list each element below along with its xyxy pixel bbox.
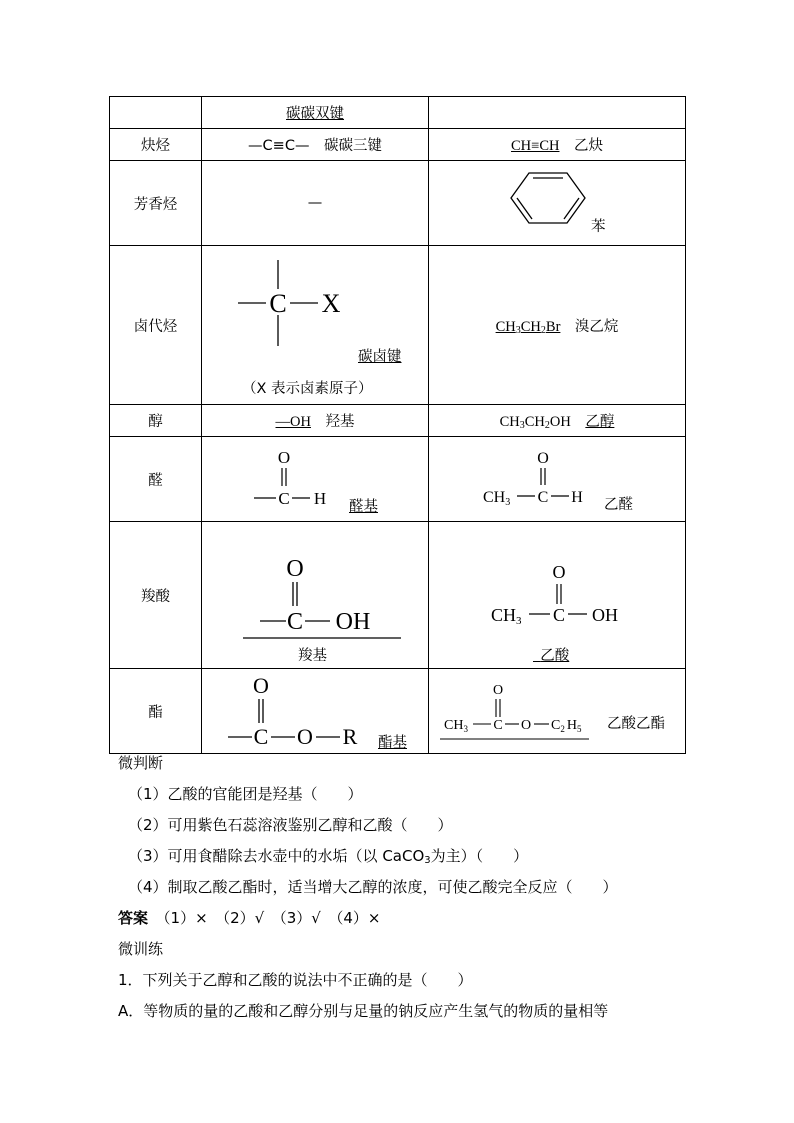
category-aldehyde: 醛 [110, 437, 202, 522]
ethyl-acetate-name: 乙酸乙酯 [607, 716, 665, 732]
carboxyl-structure [242, 550, 402, 642]
category-acid: 羧酸 [110, 522, 202, 669]
svg-text:C: C [253, 724, 269, 749]
double-bond-label: 碳碳双键 [286, 106, 344, 122]
carbon-halogen-cell [202, 246, 429, 405]
benzene-cell [429, 161, 686, 246]
hydroxyl-cell [202, 405, 429, 437]
ethanol-cell [429, 405, 686, 437]
aromatic-group-cell: — [202, 161, 429, 246]
svg-text:H: H [313, 489, 327, 508]
acetaldehyde-structure [481, 443, 611, 513]
svg-text:OH: OH [592, 605, 618, 625]
cell-empty-right [429, 97, 686, 129]
category-alcohol: 醇 [110, 405, 202, 437]
svg-text:C: C [278, 489, 290, 508]
svg-text:C2H5: $C_2$ $H_5$ [551, 718, 582, 734]
bromoethane-cell [429, 246, 686, 405]
carbon-halogen-structure [232, 256, 352, 356]
triple-bond-formula: —C≡C— [248, 138, 310, 154]
aldehyde-group-structure [252, 443, 352, 513]
answer-label: 答案 [118, 909, 149, 927]
svg-text:O: O [286, 556, 304, 582]
svg-text:O: O [520, 718, 532, 733]
acetylene-formula: CH≡CH [511, 138, 560, 154]
svg-text:C: C [493, 718, 503, 733]
row-ester [110, 669, 686, 754]
answer-line [118, 908, 380, 928]
judge-item-3: （3）可用食醋除去水壶中的水垢（以 CaCO$_3$为主）（ ） [128, 847, 529, 866]
row-aromatic [110, 161, 686, 246]
ester-group-structure [224, 671, 374, 751]
row-haloalkane [110, 246, 686, 405]
option-a: A．等物质的量的乙酸和乙醇分别与足量的钠反应产生氢气的物质的量相等 [118, 1002, 609, 1020]
ethyl-acetate-cell [429, 669, 686, 754]
aldehyde-group-cell [202, 437, 429, 522]
svg-text:O: O [552, 562, 566, 582]
train-heading: 微训练 [118, 940, 164, 958]
bromoethane-formula: $CH_3CH_2Br$ [495, 318, 561, 336]
svg-text:CH3: $CH_3$ [444, 718, 468, 734]
svg-text:CH3: CH3 [491, 605, 522, 627]
carbon-halogen-bond-label: 碳卤键 [358, 349, 402, 365]
carboxyl-cell [202, 522, 429, 669]
acetic-acid-name: 乙酸 [540, 648, 570, 664]
svg-text:O: O [537, 450, 549, 467]
svg-text:C: C [286, 609, 304, 635]
ester-group-cell [202, 669, 429, 754]
svg-text:R: R [342, 724, 358, 749]
carbon-atom: C [269, 289, 287, 318]
carboxyl-label: 羧基 [298, 648, 327, 664]
acetic-acid-structure [489, 556, 629, 636]
acetaldehyde-cell [429, 437, 686, 522]
category-haloalkane: 卤代烃 [110, 246, 202, 405]
judge-heading: 微判断 [118, 754, 164, 772]
alkyne-example-cell [429, 129, 686, 161]
benzene-ring-icon [509, 169, 589, 229]
hydroxyl-name: 羟基 [325, 414, 355, 430]
svg-text:O: O [253, 673, 269, 698]
row-aldehyde [110, 437, 686, 522]
category-alkyne: 炔烃 [110, 129, 202, 161]
question-1: 1．下列关于乙醇和乙酸的说法中不正确的是（ ） [118, 971, 473, 989]
alkyne-group-cell [202, 129, 429, 161]
svg-text:OH: OH [335, 609, 371, 635]
svg-text:C: C [537, 489, 549, 506]
bromoethane-name: 溴乙烷 [574, 318, 619, 335]
svg-text:O: O [297, 724, 313, 749]
acetaldehyde-name: 乙醛 [604, 497, 633, 513]
category-aromatic: 芳香烃 [110, 161, 202, 246]
ethanol-name: 乙醇 [585, 414, 615, 430]
acetic-acid-cell [429, 522, 686, 669]
ester-group-label: 酯基 [378, 735, 407, 751]
judge-item-2: （2）可用紫色石蕊溶液鉴别乙醇和乙酸（ ） [128, 816, 453, 834]
row-alkyne [110, 129, 686, 161]
category-ester: 酯 [110, 669, 202, 754]
benzene-name: 苯 [591, 219, 606, 235]
aldehyde-group-label: 醛基 [349, 499, 378, 515]
ethyl-acetate-structure [439, 675, 599, 745]
double-bond-cell [202, 97, 429, 129]
svg-text:O: O [492, 683, 504, 698]
hydroxyl-formula: —OH [275, 414, 311, 430]
row-acid [110, 522, 686, 669]
halogen-atom: X [321, 289, 341, 318]
acetylene-name: 乙炔 [573, 138, 603, 154]
ethanol-formula: $CH_3CH_2OH$ [499, 414, 571, 431]
svg-text:C: C [552, 605, 566, 625]
halogen-note: （X 表示卤素原子） [242, 381, 373, 397]
answer-text: （1）× （2）√ （3）√ （4）× [163, 909, 381, 927]
judge-item-4: （4）制取乙酸乙酯时，适当增大乙醇的浓度，可使乙酸完全反应（ ） [128, 878, 618, 896]
svg-text:H: H [571, 489, 583, 506]
cell-empty [110, 97, 202, 129]
svg-text:O: O [277, 448, 291, 467]
svg-text:CH3: CH3 [483, 489, 511, 508]
judge-item-1: （1）乙酸的官能团是羟基（ ） [128, 785, 363, 803]
row-alcohol [110, 405, 686, 437]
functional-group-table [109, 96, 686, 754]
triple-bond-name: 碳碳三键 [323, 138, 382, 154]
